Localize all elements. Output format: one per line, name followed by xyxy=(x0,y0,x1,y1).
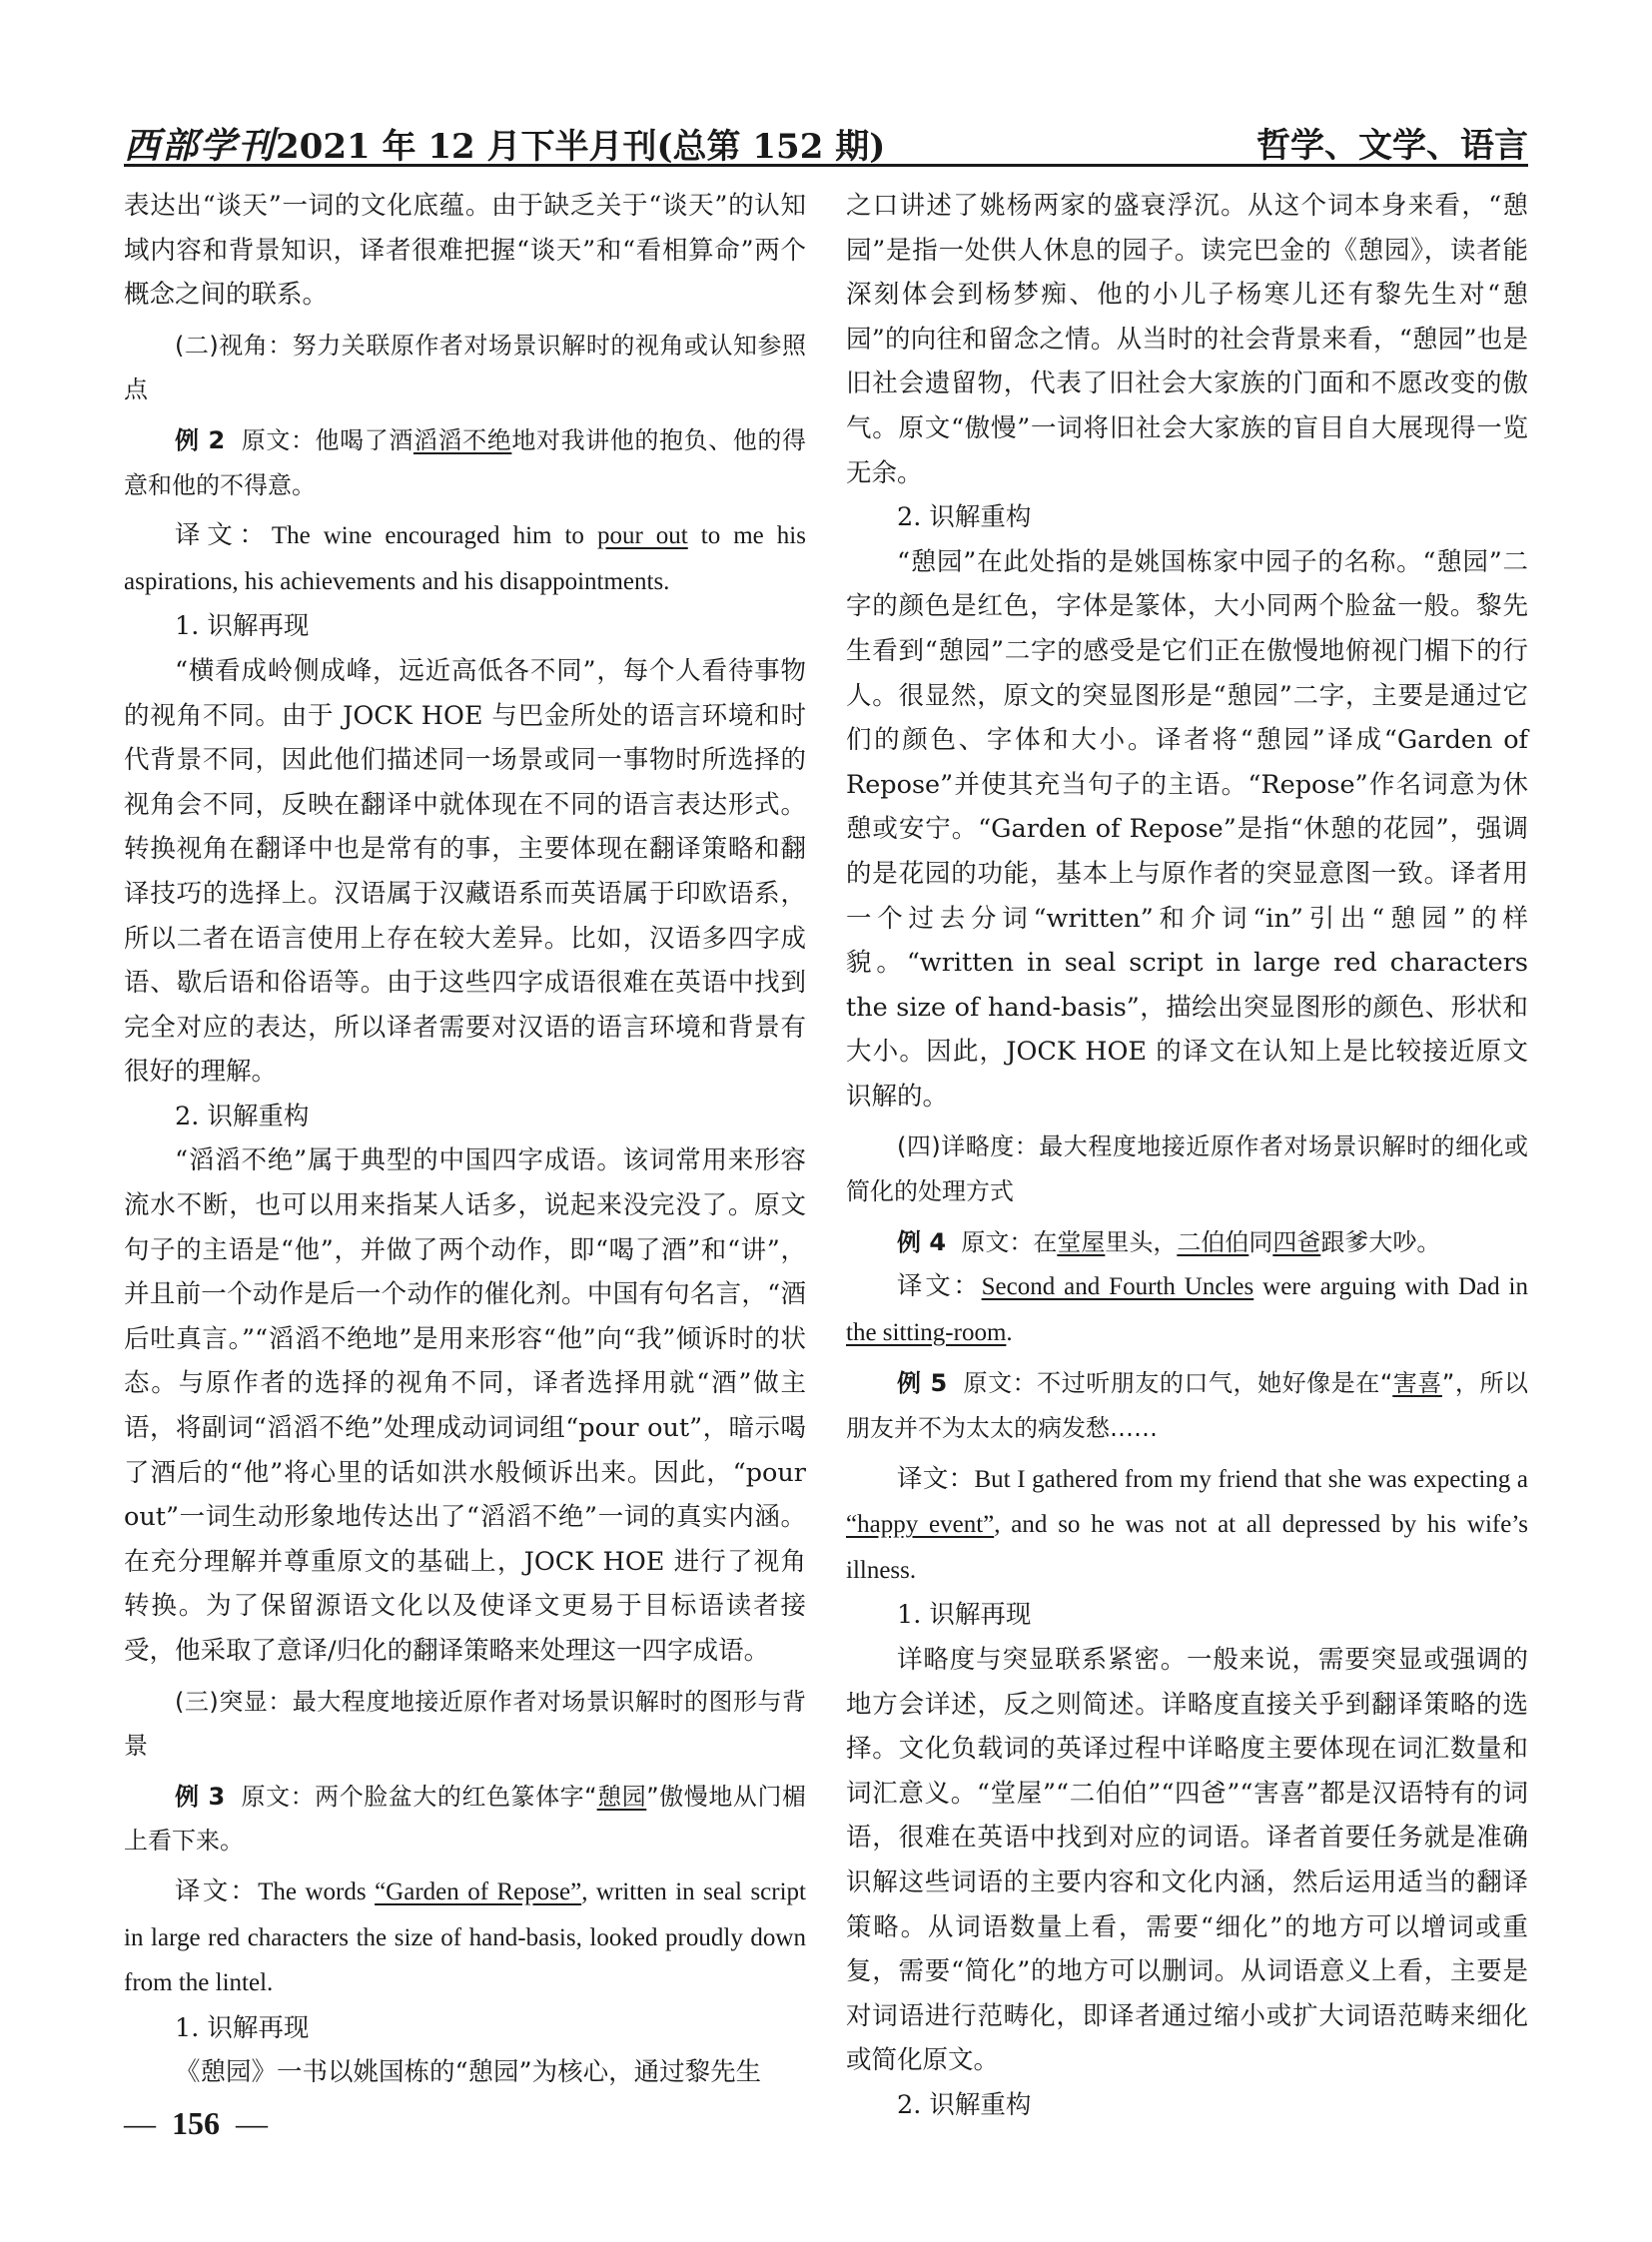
section-heading: (二)视角：努力关联原作者对场景识解时的视角或认知参照点 xyxy=(124,331,806,404)
example-text: 地对我讲他的抱负、他的得意和他的不得意。 xyxy=(124,425,807,499)
example-text: 原文：在 xyxy=(961,1227,1058,1256)
journal-issue: 2021 年 12 月下半月刊(总第 152 期) xyxy=(276,127,886,167)
section-heading: (三)突显：最大程度地接近原作者对场景识解时的图形与背景 xyxy=(124,1687,806,1761)
translation-label: 译文： xyxy=(175,1875,259,1906)
example-text: 原文：两个脸盆大的红色篆体字“ xyxy=(241,1782,597,1811)
example-text: 同 xyxy=(1248,1227,1273,1256)
translation-text: . xyxy=(1006,1318,1013,1346)
translation-text: were arguing with Dad in xyxy=(1253,1273,1528,1301)
header-rule xyxy=(124,164,1528,167)
translation-text: The wine encouraged him to xyxy=(271,522,597,550)
example-3-source xyxy=(124,1775,806,1864)
subheading: 1. 识解再现 xyxy=(897,1600,1032,1631)
translation-text: But I gathered from my friend that she was expecting a xyxy=(974,1465,1528,1493)
highlight-term: pour out xyxy=(596,522,688,550)
subheading: 2. 识解重构 xyxy=(897,2089,1032,2120)
paragraph: 表达出“谈天”一词的文化底蕴。由于缺乏关于“谈天”的认知域内容和背景知识，译者很难把握“谈天”和“看相算命”两个概念之间的联系。 xyxy=(124,191,806,311)
footer-dash: — xyxy=(124,2105,156,2141)
example-text: ”，所以朋友并不为太太的病发愁…… xyxy=(846,1369,1528,1443)
example-text: 跟爹大吵。 xyxy=(1320,1227,1441,1256)
translation-label: 译文： xyxy=(897,1463,975,1494)
example-text: 原文：不过听朋友的口气，她好像是在“ xyxy=(963,1369,1393,1398)
translation-label: 译文： xyxy=(897,1271,982,1302)
example-5-translation xyxy=(846,1457,1528,1594)
translation-label: 译文： xyxy=(175,520,272,551)
subheading: 1. 识解再现 xyxy=(175,2012,310,2043)
example-text: 原文：他喝了酒 xyxy=(241,425,413,454)
highlight-term: “Garden of Repose” xyxy=(375,1877,582,1905)
paragraph: 《憩园》一书以姚国栋的“憩园”为核心，通过黎先生 xyxy=(175,2057,762,2088)
example-3-translation xyxy=(124,1869,806,2006)
highlight-term: the sitting-room xyxy=(846,1318,1007,1346)
highlight-term: 堂屋 xyxy=(1057,1227,1106,1256)
paragraph: “滔滔不绝”属于典型的中国四字成语。该词常用来形容流水不断，也可以用来指某人话多，说起来没完没了。原文句子的主语是“他”，并做了两个动作，即“喝了酒”和“讲”，并且前一个动作是后一个动作的催化剂。中国有句名言，“酒后吐真言。”“滔滔不绝地”是用来形容“他”向“我”倾诉时的状态。与原作者的选择的视角不同，译者选择用就“酒”做主语，将副词“滔滔不绝”处理成动词词组“pour out”，暗示喝了酒后的“他”将心里的话如洪水般倾诉出来。因此，“pour out”一词生动形象地传达出了“滔滔不绝”一词的真实内涵。在充分理解并尊重原文的基础上，JOCK HOE 进行了视角转换。为了保留源语文化以及使译文更易于目标语读者接受，他采取了意译/归化的翻译策略来处理这一四字成语。 xyxy=(124,1145,806,1666)
highlight-term: 二伯伯 xyxy=(1177,1227,1249,1256)
left-column xyxy=(124,184,806,2095)
journal-brand: 西部学刊 xyxy=(124,125,277,167)
example-label: 例 2 xyxy=(175,425,226,454)
translation-text: to me his aspirations, his achievements and his disappointments. xyxy=(124,522,806,595)
example-label: 例 4 xyxy=(897,1227,947,1256)
subheading: 2. 识解重构 xyxy=(897,502,1032,533)
paragraph: 详略度与突显联系紧密。一般来说，需要突显或强调的地方会详述，反之则简述。详略度直接关乎到翻译策略的选择。文化负载词的英译过程中详略度主要体现在词汇数量和词汇意义。“堂屋”“二伯伯”“四爸”“害喜”都是汉语特有的词语，很难在英语中找到对应的词语。译者首要任务就是准确识解这些词语的主要内容和文化内涵，然后运用适当的翻译策略。从词语数量上看，需要“细化”的地方可以增词或重复，需要“简化”的地方可以删词。从词语意义上看，主要是对词语进行范畴化，即译者通过缩小或扩大词语范畴来细化或简化原文。 xyxy=(846,1645,1528,2076)
paragraph: “憩园”在此处指的是姚国栋家中园子的名称。“憩园”二字的颜色是红色，字体是篆体，大小同两个脸盆一般。黎先生看到“憩园”二字的感受是它们正在傲慢地俯视门楣下的行人。很显然，原文的突显图形是“憩园”二字，主要是通过它们的颜色、字体和大小。译者将“憩园”译成“Garden of Repose”并使其充当句子的主语。“Repose”作名词意为休憩或安宁。“Garden of Repose”是指“休憩的花园”，强调的是花园的功能，基本上与原作者的突显意图一致。译者用一个过去分词“written”和介词“in”引出“憩园”的样貌。“written in seal script in large red characters the size of hand-basis”，描绘出突显图形的颜色、形状和大小。因此，JOCK HOE 的译文在认知上是比较接近原文识解的。 xyxy=(846,546,1528,1112)
example-4-translation xyxy=(846,1264,1528,1355)
translation-text: The words xyxy=(258,1877,376,1905)
highlight-term: 滔滔不绝 xyxy=(413,425,512,454)
example-5-source xyxy=(846,1361,1528,1450)
subheading: 2. 识解重构 xyxy=(175,1101,310,1131)
paragraph: “横看成岭侧成峰，远近高低各不同”，每个人看待事物的视角不同。由于 JOCK HOE 与巴金所处的语言环境和时代背景不同，因此他们描述同一场景或同一事物时所选择的视角会不同，反映在翻译中就体现在不同的语言表达形式。转换视角在翻译中也是常有的事，主要体现在翻译策略和翻译技巧的选择上。汉语属于汉藏语系而英语属于印欧语系，所以二者在语言使用上存在较大差异。比如，汉语多四字成语、歇后语和俗语等。由于这些四字成语很难在英语中找到完全对应的表达，所以译者需要对汉语的语言环境和背景有很好的理解。 xyxy=(124,655,806,1088)
example-2-translation xyxy=(124,513,806,604)
example-label: 例 3 xyxy=(175,1782,226,1811)
page-footer xyxy=(124,2105,268,2142)
footer-dash: — xyxy=(236,2105,268,2141)
example-4-source xyxy=(846,1220,1528,1265)
highlight-term: 憩园 xyxy=(596,1782,647,1811)
translation-text: , and so he was not at all depressed by his wife’s illness. xyxy=(846,1511,1528,1584)
example-text: ”傲慢地从门楣上看下来。 xyxy=(124,1782,807,1856)
section-title: 哲学、文学、语言 xyxy=(1256,126,1528,166)
highlight-term: 害喜 xyxy=(1392,1369,1442,1398)
example-label: 例 5 xyxy=(897,1369,948,1398)
highlight-term: 四爸 xyxy=(1272,1227,1321,1256)
journal-title xyxy=(124,118,885,169)
paragraph: 之口讲述了姚杨两家的盛衰浮沉。从这个词本身来看，“憩园”是指一处供人休息的园子。读完巴金的《憩园》，读者能深刻体会到杨梦痴、他的小儿子杨寒儿还有黎先生对“憩园”的向往和留念之情。从当时的社会背景来看，“憩园”也是旧社会遗留物，代表了旧社会大家族的门面和不愿改变的傲气。原文“傲慢”一词将旧社会大家族的盲目自大展现得一览无余。 xyxy=(846,191,1528,488)
running-header xyxy=(124,114,1528,167)
highlight-term: Second and Fourth Uncles xyxy=(981,1273,1254,1301)
example-text: 里头， xyxy=(1105,1227,1178,1256)
example-2-source xyxy=(124,418,806,507)
translation-text: , written in seal script in large red characters the size of hand-basis, looked proudly down from the lintel. xyxy=(124,1877,806,1997)
section-heading: (四)详略度：最大程度地接近原作者对场景识解时的细化或简化的处理方式 xyxy=(846,1132,1528,1206)
highlight-term: “happy event” xyxy=(846,1511,995,1539)
right-column xyxy=(846,184,1528,2128)
page-number: 156 xyxy=(172,2105,220,2141)
subheading: 1. 识解再现 xyxy=(175,611,310,642)
